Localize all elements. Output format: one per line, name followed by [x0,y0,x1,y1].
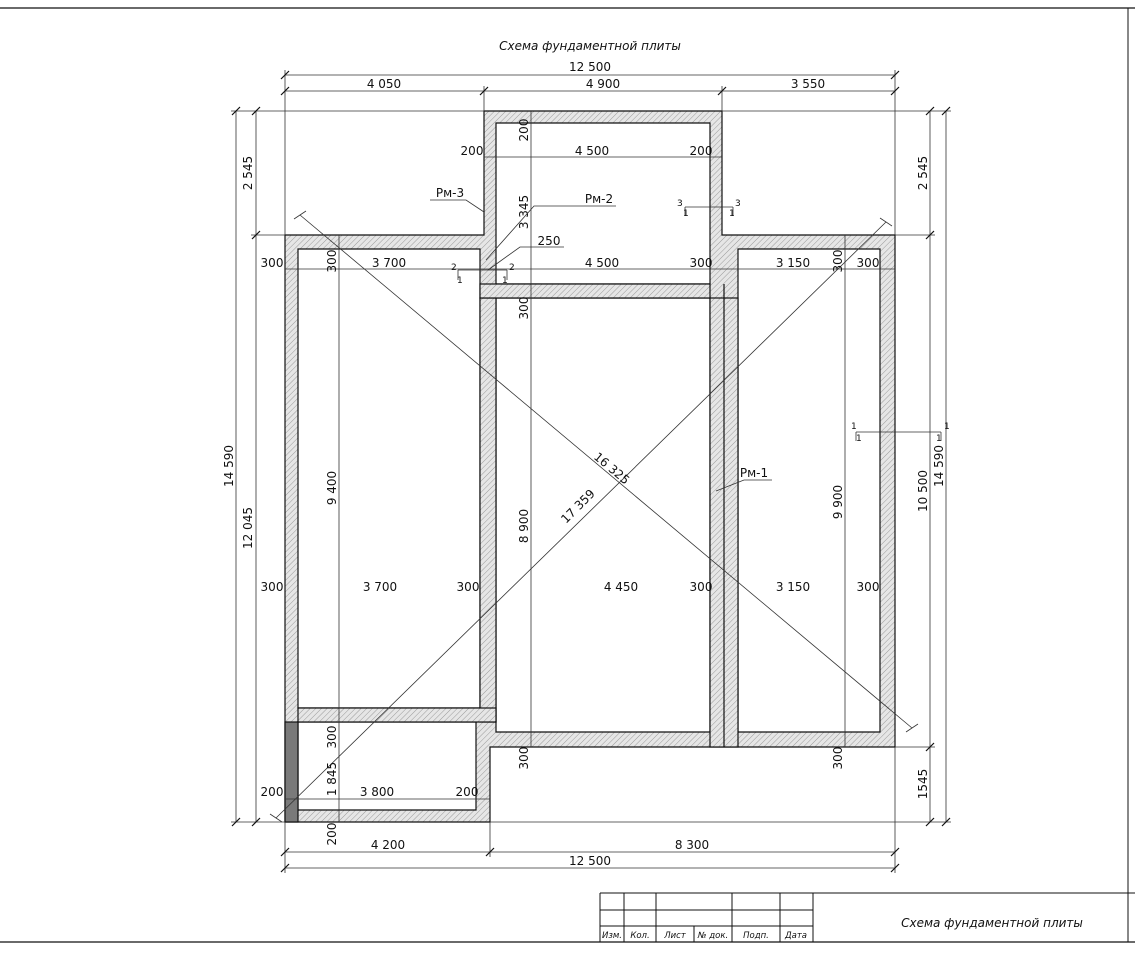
section-1-label-c: 1 [856,434,862,444]
tb-sheet-title: Схема фундаментной плиты [901,916,1083,930]
diagonals [270,211,918,822]
dim-row2-wall-mr: 300 [689,580,713,594]
rm2-leader [486,206,616,260]
section-2-label-d: 1 [502,276,508,286]
dim-bottom-wall-v-mid: 300 [517,746,531,770]
section-1-label-b: 1 [944,422,950,432]
inner-wall-top [480,284,710,298]
diagonal-tick-1 [294,211,306,219]
tb-header-podp: Подп. [743,931,769,941]
dim-left-upper: 2 545 [241,155,255,191]
tb-header-list: Лист [664,931,686,941]
rm3-leader [430,200,484,212]
drawing-title: Схема фундаментной плиты [499,39,681,53]
diagonal-tick-4 [270,814,282,822]
section-3-label-a: 3 [677,199,683,209]
callout-rm3: Рм-3 [435,186,465,200]
dim-offset-250: 250 [537,234,561,248]
dim-top-total: 12 500 [569,60,611,74]
dim-row2-right-width: 3 150 [775,580,811,594]
dim-top-room-wall-r: 200 [689,144,713,158]
dim-right-room-height: 9 900 [831,484,845,520]
section-3-label-d: 1 [729,209,735,219]
dim-row2-wall-lm: 300 [456,580,480,594]
dim-right-upper: 2 545 [916,155,930,191]
dim-small-room-height: 1 845 [325,761,339,797]
dim-mid-room-height: 8 900 [517,508,531,544]
dim-top-room-width: 4 500 [574,144,610,158]
callout-rm2: Рм-2 [584,192,614,206]
dim-row2-mid-width: 4 450 [603,580,639,594]
dim-top-right: 3 550 [790,77,826,91]
dim-row1-wall-lv: 300 [325,249,339,273]
dim-row1-right-wall-v: 300 [831,249,845,273]
section-3-label-b: 3 [735,199,741,209]
dim-bottom-wall-v: 300 [325,725,339,749]
dim-top-left: 4 050 [366,77,402,91]
dim-small-wall-r: 200 [455,785,479,799]
dim-bottom-left: 4 200 [370,838,406,852]
dim-row1-right-wall: 300 [856,256,880,270]
section-2-label-b: 2 [509,263,515,273]
section-2-label-a: 2 [451,263,457,273]
dim-row1-right-width: 3 150 [775,256,811,270]
dim-row2-wall-l: 300 [260,580,284,594]
section-3-label-c: 1 [683,209,689,219]
inner-wall-bottom-left [298,708,496,722]
walls [285,111,895,822]
dim-row2-wall-r: 300 [856,580,880,594]
dim-row1-mid-wall: 300 [689,256,713,270]
dim-bottom-right: 8 300 [674,838,710,852]
inner-wall-left [480,298,496,722]
tb-header-kol: Кол. [630,931,650,941]
section-2-label-c: 1 [457,276,463,286]
dim-bottom-wall-v-right: 300 [831,746,845,770]
tb-header-doc: № док. [697,931,729,941]
tb-header-data: Дата [784,931,808,941]
dim-bottom-total: 12 500 [569,854,611,868]
diag-label-2: 17 359 [558,486,598,527]
dim-top-room-height: 3 345 [517,194,531,230]
dim-row1-wall-l: 300 [260,256,284,270]
dim-row2-left-width: 3 700 [362,580,398,594]
diagonal-tick-3 [880,218,892,226]
dim-right-lower: 1545 [916,768,930,800]
dim-small-wall-bottom: 200 [325,822,339,846]
dim-top-room-wall-l: 200 [460,144,484,158]
dim-right-mid: 10 500 [916,470,930,512]
section-1-label-a: 1 [851,422,857,432]
dim-top-room-wall-v: 200 [517,118,531,142]
offset-250-leader [488,247,564,270]
dim-row1-left-width: 3 700 [371,256,407,270]
dim-top-mid: 4 900 [585,77,621,91]
dim-small-room-width: 3 800 [359,785,395,799]
tb-header-izm: Изм. [602,931,622,941]
dim-small-wall-l: 200 [260,785,284,799]
dim-left-room-height: 9 400 [325,470,339,506]
dim-row1-mid-width: 4 500 [584,256,620,270]
diagonal-2 [276,222,886,818]
diagonal-tick-2 [906,724,918,732]
section-1-label-d: 1 [936,434,942,444]
dim-left-total: 14 590 [222,445,236,487]
callout-rm1: Рм-1 [739,466,769,480]
dim-left-lower: 12 045 [241,507,255,549]
dim-right-total: 14 590 [932,445,946,487]
diag-label-1: 16 325 [591,449,633,488]
dim-mid-wall-v: 300 [517,296,531,320]
